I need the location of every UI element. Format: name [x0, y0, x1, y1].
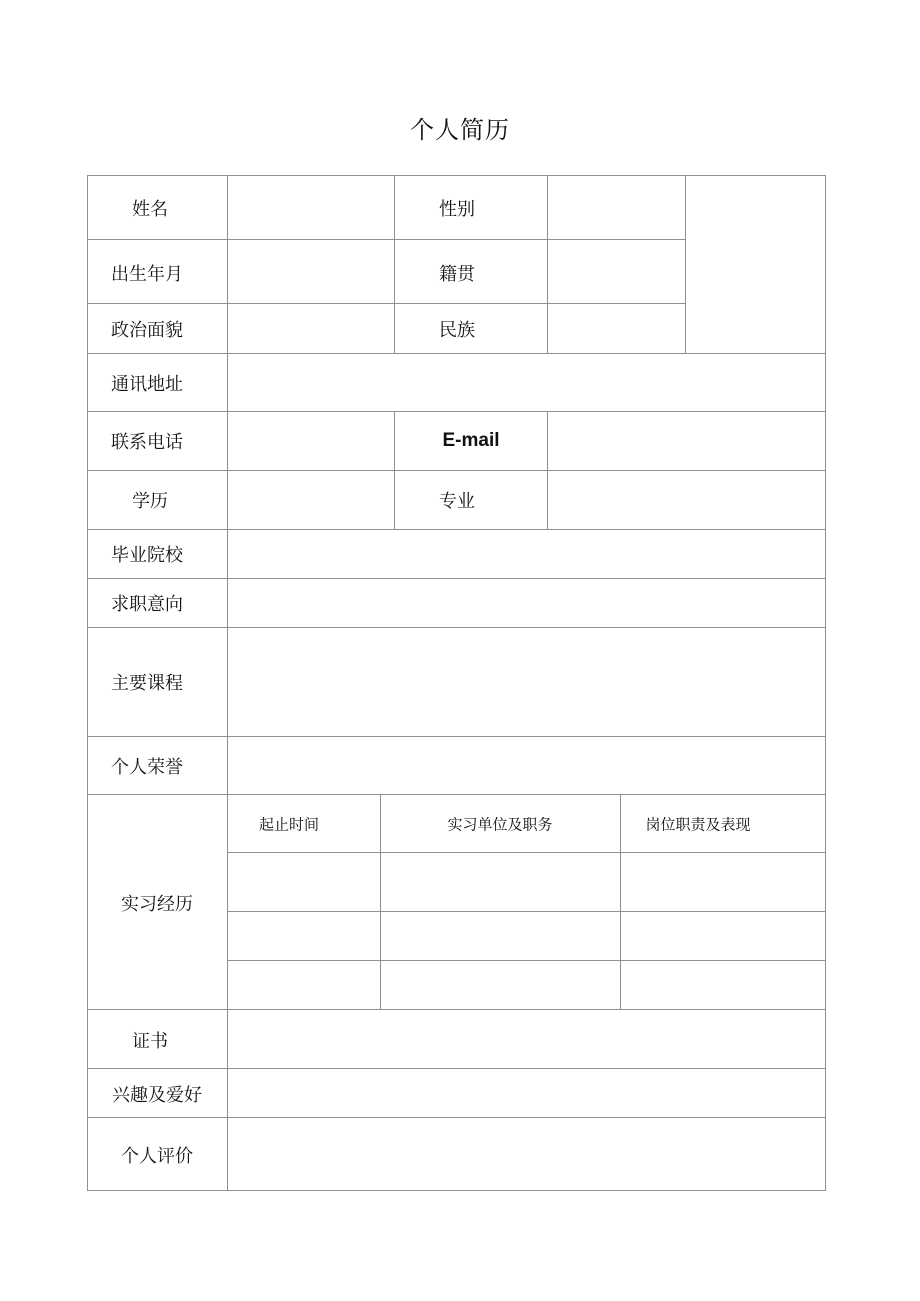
col-line: [394, 175, 395, 353]
table-border-bottom: [87, 1190, 826, 1191]
header-duties: 岗位职责及表现: [645, 815, 751, 834]
label-job-intention: 求职意向: [111, 594, 183, 615]
courses-field[interactable]: [228, 628, 825, 736]
col-line: [394, 411, 395, 529]
col-line: [380, 794, 381, 1009]
photo-area[interactable]: [686, 176, 825, 353]
school-field[interactable]: [228, 530, 825, 578]
address-field[interactable]: [228, 354, 825, 411]
education-field[interactable]: [228, 471, 394, 529]
label-self-evaluation: 个人评价: [121, 1146, 193, 1167]
label-internship: 实习经历: [121, 894, 193, 915]
label-name: 姓名: [132, 199, 168, 220]
label-email: E-mail: [442, 430, 500, 451]
self-evaluation-field[interactable]: [228, 1118, 825, 1190]
label-certificates: 证书: [132, 1031, 168, 1052]
label-honors: 个人荣誉: [111, 757, 183, 778]
label-native-place: 籍贯: [439, 264, 475, 285]
row-line: [227, 960, 826, 961]
label-education: 学历: [132, 491, 168, 512]
table-border-right: [825, 175, 826, 1191]
page-title: 个人简历: [410, 116, 510, 144]
email-field[interactable]: [548, 412, 825, 470]
col-line: [620, 794, 621, 1009]
label-address: 通讯地址: [111, 374, 183, 395]
major-field[interactable]: [548, 471, 825, 529]
label-gender: 性别: [439, 199, 475, 220]
label-school: 毕业院校: [111, 545, 183, 566]
ethnicity-field[interactable]: [548, 304, 685, 353]
label-ethnicity: 民族: [439, 320, 475, 341]
row-line: [227, 911, 826, 912]
label-courses: 主要课程: [111, 673, 183, 694]
header-unit-position: 实习单位及职务: [447, 815, 553, 834]
row-line: [87, 794, 826, 795]
label-hobbies: 兴趣及爱好: [112, 1085, 202, 1106]
birth-field[interactable]: [228, 240, 394, 303]
label-major: 专业: [439, 491, 475, 512]
political-status-field[interactable]: [228, 304, 394, 353]
name-field[interactable]: [228, 176, 394, 239]
header-period: 起止时间: [258, 815, 320, 834]
hobbies-field[interactable]: [228, 1069, 825, 1117]
honors-field[interactable]: [228, 737, 825, 794]
row-line: [227, 852, 826, 853]
job-intention-field[interactable]: [228, 579, 825, 627]
table-border-left: [87, 175, 88, 1191]
label-birth: 出生年月: [111, 264, 183, 285]
gender-field[interactable]: [548, 176, 685, 239]
native-place-field[interactable]: [548, 240, 685, 303]
label-phone: 联系电话: [111, 432, 183, 453]
phone-field[interactable]: [228, 412, 394, 470]
label-political-status: 政治面貌: [111, 320, 183, 341]
certificates-field[interactable]: [228, 1010, 825, 1068]
